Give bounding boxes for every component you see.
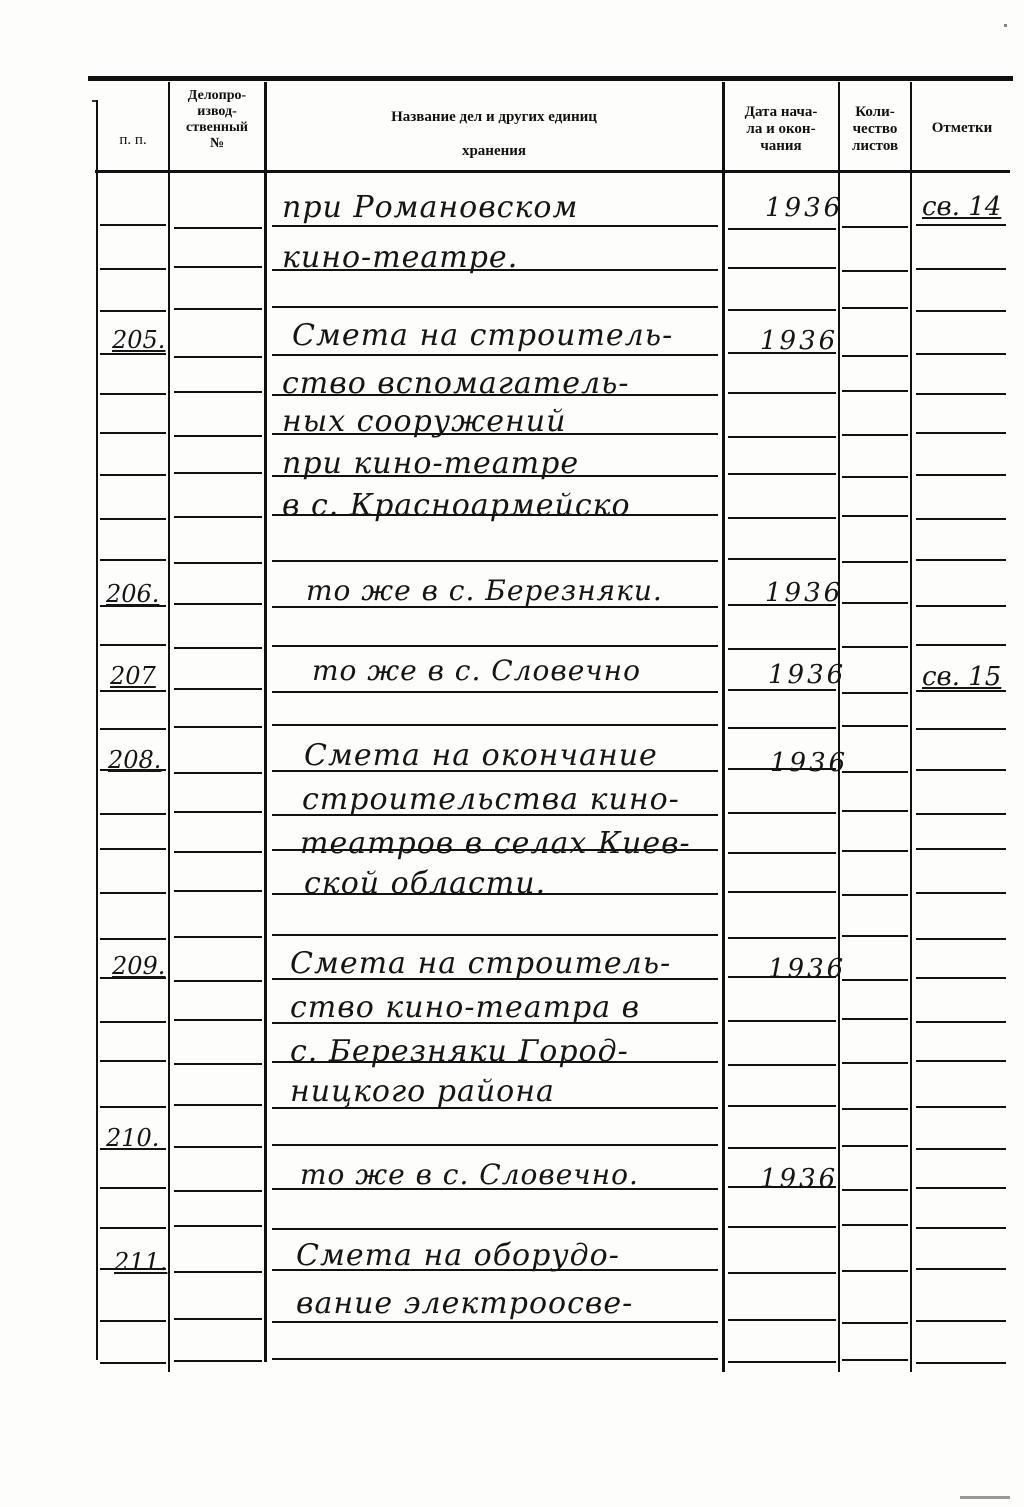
ruled-line: [728, 1226, 836, 1228]
ruled-line: [174, 227, 262, 229]
ruled-line: [728, 309, 836, 311]
ruled-line: [100, 1227, 166, 1229]
entry-number: 208.: [108, 746, 162, 774]
ruled-line: [916, 848, 1006, 850]
header-col-date-l3: чания: [760, 138, 802, 154]
ruled-line: [174, 435, 262, 437]
ruled-line: [728, 937, 836, 939]
ruled-line: [100, 690, 166, 692]
ruled-line: [100, 268, 166, 270]
ruled-line: [916, 813, 1006, 815]
ruled-line: [916, 938, 1006, 940]
entry-text-line: то же в с. Словечно: [312, 654, 641, 687]
entry-date: 1936: [765, 578, 844, 608]
entry-date: 1936: [768, 660, 847, 690]
ruled-line: [728, 436, 836, 438]
ruled-line: [916, 769, 1006, 771]
col-divider-2: [264, 82, 267, 1362]
ruled-line: [174, 1063, 262, 1065]
ruled-line: [272, 306, 718, 308]
ruled-line: [728, 648, 836, 650]
ruled-line: [842, 692, 908, 694]
ruled-line: [174, 772, 262, 774]
entry-text-line: ницкого района: [290, 1074, 555, 1109]
scan-speck: [1004, 24, 1007, 27]
header-bottom-border: [95, 170, 1010, 173]
ruled-line: [174, 980, 262, 982]
ruled-line: [272, 724, 718, 726]
ruled-line: [916, 310, 1006, 312]
entry-text-line: Смета на строитель-: [290, 946, 672, 981]
header-col-date-l2: ла и окон-: [746, 121, 816, 137]
entry-text-line: то же в с. Словечно.: [300, 1158, 639, 1191]
entry-mark: св. 15: [922, 662, 1002, 692]
entry-number: 210.: [106, 1124, 160, 1152]
ruled-line: [842, 355, 908, 357]
ruled-line: [272, 354, 718, 356]
ruled-line: [728, 228, 836, 230]
ruled-line: [728, 1105, 836, 1107]
entry-number: 211.: [114, 1248, 168, 1276]
entry-text-line: при Романовском: [282, 190, 579, 225]
entry-date: 1936: [765, 193, 844, 223]
ruled-line: [916, 1106, 1006, 1108]
ruled-line: [842, 771, 908, 773]
header-col-count-l3: листов: [851, 138, 899, 154]
header-col-delo-l3: ственный: [186, 120, 248, 135]
ruled-line: [100, 1106, 166, 1108]
ruled-line: [916, 518, 1006, 520]
ruled-line: [916, 892, 1006, 894]
ruled-line: [100, 892, 166, 894]
col-divider-3: [722, 82, 725, 1372]
ruled-line: [100, 224, 166, 226]
header-col-delo-l4: №: [209, 136, 225, 151]
ruled-line: [174, 688, 262, 690]
ruled-line: [842, 1108, 908, 1110]
ruled-line: [842, 850, 908, 852]
ruled-line: [100, 848, 166, 850]
ruled-line: [842, 935, 908, 937]
ruled-line: [916, 728, 1006, 730]
ruled-line: [100, 644, 166, 646]
ruled-line: [174, 1271, 262, 1273]
ruled-line: [842, 979, 908, 981]
ruled-line: [916, 1320, 1006, 1322]
ruled-line: [100, 518, 166, 520]
ruled-line: [916, 1148, 1006, 1150]
ruled-line: [100, 938, 166, 940]
ruled-line: [174, 1360, 262, 1362]
header-col-name-l2: хранения: [461, 143, 527, 159]
ruled-line: [842, 1224, 908, 1226]
col-divider-5: [910, 82, 912, 1372]
ruled-line: [100, 559, 166, 561]
col-divider-4: [838, 82, 840, 1372]
entry-text-line: в с. Красноармейско: [282, 488, 631, 523]
ruled-line: [842, 434, 908, 436]
ruled-line: [916, 268, 1006, 270]
ruled-line: [272, 1321, 718, 1323]
ruled-line: [272, 934, 718, 936]
ruled-line: [272, 1358, 718, 1360]
header-col-delo-l1: Делопро-: [187, 88, 247, 103]
header-col-count: [840, 104, 910, 155]
ruled-line: [842, 1189, 908, 1191]
table-top-border: [88, 76, 1013, 81]
entry-text-line: при кино-театре: [282, 446, 580, 481]
ruled-line: [916, 1227, 1006, 1229]
ruled-line: [100, 813, 166, 815]
ruled-line: [916, 432, 1006, 434]
ruled-line: [916, 224, 1006, 226]
left-border: [96, 100, 98, 1360]
header-col-count-l1: Коли-: [855, 104, 895, 120]
ruled-line: [272, 691, 718, 693]
header-col-date-l1: Дата нача-: [744, 104, 818, 120]
scan-speck: [960, 1496, 1010, 1499]
entry-text-line: Смета на оборудо-: [296, 1238, 620, 1273]
ruled-line: [842, 1062, 908, 1064]
ruled-line: [728, 891, 836, 893]
ruled-line: [100, 393, 166, 395]
ruled-line: [842, 226, 908, 228]
ruled-line: [272, 560, 718, 562]
entry-date: 1936: [770, 748, 849, 778]
ruled-line: [174, 472, 262, 474]
ruled-line: [916, 977, 1006, 979]
ruled-line: [842, 515, 908, 517]
ruled-line: [916, 1060, 1006, 1062]
header-col-marks: Отметки: [931, 120, 993, 136]
ruled-line: [100, 1320, 166, 1322]
entry-date: 1936: [760, 326, 839, 356]
ruled-line: [100, 310, 166, 312]
ruled-line: [100, 432, 166, 434]
ruled-line: [916, 393, 1006, 395]
ruled-line: [842, 270, 908, 272]
ruled-line: [174, 936, 262, 938]
ruled-line: [842, 810, 908, 812]
entry-text-line: театров в селах Киев-: [300, 826, 691, 861]
ruled-line: [728, 1064, 836, 1066]
entry-text-line: ство вспомагатель-: [282, 366, 630, 401]
entry-date: 1936: [760, 1164, 839, 1194]
ruled-line: [842, 725, 908, 727]
ruled-line: [916, 644, 1006, 646]
header-col-name-l1: Название дел и других единиц: [391, 109, 597, 125]
header-col-delo-l2: извод-: [197, 104, 237, 119]
ruled-line: [174, 890, 262, 892]
ruled-line: [272, 1228, 718, 1230]
ruled-line: [916, 1268, 1006, 1270]
ruled-line: [174, 1146, 262, 1148]
ruled-line: [842, 561, 908, 563]
ruled-line: [728, 1319, 836, 1321]
ruled-line: [174, 266, 262, 268]
ruled-line: [100, 728, 166, 730]
ruled-line: [728, 517, 836, 519]
header-col-num: п. п.: [119, 132, 147, 148]
ruled-line: [174, 516, 262, 518]
entry-text-line: с. Березняки Город-: [290, 1034, 629, 1069]
ruled-line: [728, 392, 836, 394]
ruled-line: [728, 473, 836, 475]
header-col-delo: [170, 88, 264, 152]
ruled-line: [174, 1318, 262, 1320]
ruled-line: [174, 308, 262, 310]
ruled-line: [728, 812, 836, 814]
ruled-line: [100, 1021, 166, 1023]
entry-text-line: кино-театре.: [282, 240, 519, 275]
ruled-line: [728, 852, 836, 854]
ruled-line: [842, 602, 908, 604]
ruled-line: [728, 727, 836, 729]
ruled-line: [916, 1021, 1006, 1023]
ruled-line: [174, 356, 262, 358]
ruled-line: [728, 1272, 836, 1274]
ruled-line: [842, 1145, 908, 1147]
ruled-line: [842, 1359, 908, 1361]
ruled-line: [842, 1018, 908, 1020]
header-col-name: [268, 100, 720, 168]
ruled-line: [174, 647, 262, 649]
ruled-line: [174, 391, 262, 393]
ruled-line: [174, 1104, 262, 1106]
ruled-line: [174, 1019, 262, 1021]
ruled-line: [174, 1190, 262, 1192]
entry-number: 206.: [106, 580, 160, 608]
ruled-line: [842, 1270, 908, 1272]
entry-text-line: ство кино-театра в: [290, 990, 641, 1025]
ruled-line: [174, 603, 262, 605]
entry-text-line: ской области.: [304, 866, 547, 901]
entry-mark: св. 14: [922, 192, 1002, 222]
ruled-line: [728, 1020, 836, 1022]
ruled-line: [916, 1362, 1006, 1364]
ruled-line: [842, 1322, 908, 1324]
ruled-line: [100, 1362, 166, 1364]
ruled-line: [272, 645, 718, 647]
ruled-line: [728, 1361, 836, 1363]
entry-text-line: ных сооружений: [282, 404, 567, 439]
entry-text-line: вание электроосве-: [296, 1286, 634, 1321]
ruled-line: [916, 474, 1006, 476]
ruled-line: [100, 474, 166, 476]
ruled-line: [842, 307, 908, 309]
header-col-date: [726, 104, 836, 155]
header-col-count-l2: чество: [852, 121, 898, 137]
ruled-line: [916, 559, 1006, 561]
entry-number: 205.: [112, 326, 166, 354]
ruled-line: [842, 646, 908, 648]
ruled-line: [916, 605, 1006, 607]
ruled-line: [842, 390, 908, 392]
entry-text-line: Смета на строитель-: [292, 318, 674, 353]
ruled-line: [100, 1187, 166, 1189]
ruled-line: [916, 353, 1006, 355]
entry-text-line: то же в с. Березняки.: [306, 574, 663, 607]
ruled-line: [174, 562, 262, 564]
ruled-line: [916, 1187, 1006, 1189]
entry-number: 207: [110, 662, 156, 690]
ruled-line: [728, 558, 836, 560]
ruled-line: [272, 1144, 718, 1146]
ruled-line: [728, 267, 836, 269]
ruled-line: [174, 1225, 262, 1227]
ruled-line: [728, 1147, 836, 1149]
entry-date: 1936: [768, 954, 847, 984]
scan-speck: [92, 100, 96, 102]
ruled-line: [842, 476, 908, 478]
ruled-line: [174, 726, 262, 728]
ruled-line: [174, 851, 262, 853]
entry-number: 209.: [112, 952, 166, 980]
entry-text-line: строительства кино-: [302, 782, 680, 817]
ruled-line: [100, 1060, 166, 1062]
ruled-line: [272, 225, 718, 227]
ruled-line: [842, 894, 908, 896]
ruled-line: [174, 811, 262, 813]
col-divider-1: [168, 82, 170, 1372]
entry-text-line: Смета на окончание: [304, 738, 658, 773]
